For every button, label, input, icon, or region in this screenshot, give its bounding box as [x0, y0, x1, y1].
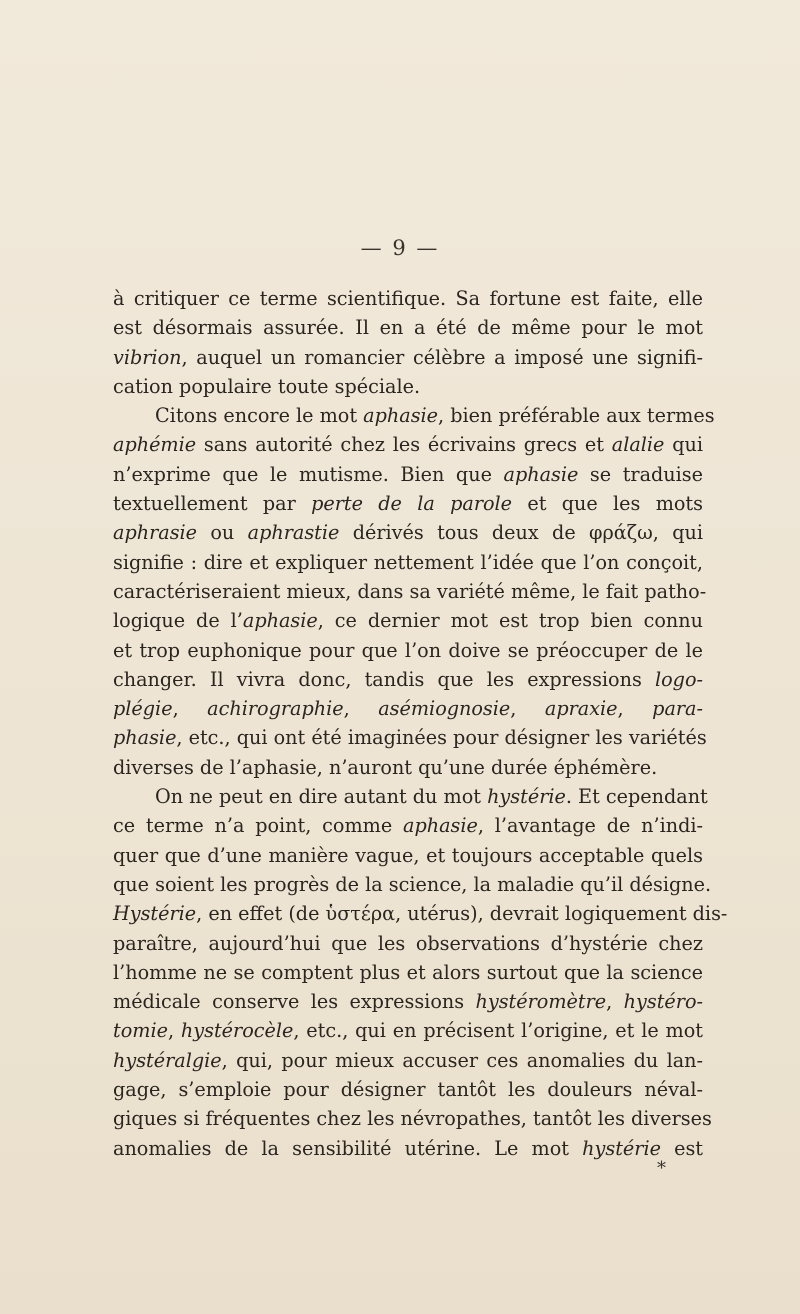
text-run: n’exprime que le mutisme. Bien que [113, 462, 504, 486]
italic-term: asémiognosie [378, 697, 511, 721]
text-line [113, 958, 703, 987]
italic-term: hystérie [582, 1136, 661, 1160]
text-run: paraître, aujourd’hui que les observations d’hystérie chez [113, 931, 703, 955]
text-run: , etc., qui en précisent l’origine, et le mot [293, 1019, 703, 1043]
text-run: . Et cependant [565, 785, 708, 809]
italic-term: aphasie [503, 462, 579, 486]
italic-term: aphasie [363, 404, 439, 428]
italic-term: hystéralgie [113, 1048, 222, 1072]
text-run: , [172, 697, 208, 721]
body-text [113, 284, 728, 1163]
text-line [113, 343, 703, 372]
italic-term: aphrastie [247, 521, 340, 545]
text-line [113, 577, 707, 606]
text-line [113, 841, 703, 870]
italic-term: perte de la parole [311, 492, 513, 516]
greek-word: ὑστέρα [325, 902, 396, 926]
italic-term: phasie [113, 726, 177, 750]
text-run: est [660, 1136, 704, 1160]
italic-term: para- [652, 697, 703, 721]
text-line [113, 401, 715, 430]
text-line [113, 1104, 712, 1133]
italic-term: hystérocèle [180, 1019, 294, 1043]
text-run: diverses de l’aphasie, n’auront qu’une durée éphémère. [113, 755, 658, 779]
text-run: se traduise [578, 462, 703, 486]
page-number: — 9 — [360, 236, 440, 260]
text-run: médicale conserve les expressions [113, 990, 476, 1014]
italic-term: aphrasie [113, 521, 198, 545]
text-run: qui [664, 433, 703, 457]
greek-word: φράζω [589, 521, 653, 545]
text-line [113, 694, 703, 723]
text-run: à critiquer ce terme scientifique. Sa fortune est faite, elle [113, 287, 703, 310]
italic-term: aphasie [242, 609, 318, 633]
text-line [113, 870, 712, 899]
text-run: , etc., qui ont été imaginées pour désigner les variétés [176, 726, 707, 750]
text-line [113, 460, 703, 489]
text-run: , ce dernier mot est trop bien connu [317, 609, 703, 633]
text-line [113, 1075, 703, 1104]
text-run: giques si fréquentes chez les névropathes, tantôt les diverses [113, 1107, 712, 1131]
text-line [113, 430, 703, 459]
italic-term: logo- [654, 667, 703, 691]
italic-term: tomie [113, 1019, 168, 1043]
text-run: , qui [652, 521, 703, 545]
italic-term: aphémie [113, 433, 197, 457]
text-run: , [617, 697, 653, 721]
text-run: , utérus), devrait logiquement dis- [395, 902, 728, 926]
text-line [113, 782, 708, 811]
italic-term: Hystérie [113, 902, 197, 926]
text-run: anomalies de la sensibilité utérine. Le mot [113, 1136, 583, 1160]
text-run: , qui, pour mieux accuser ces anomalies du lan- [221, 1048, 703, 1072]
italic-term: alalie [611, 433, 665, 457]
text-run: , [167, 1019, 181, 1043]
text-line [113, 636, 703, 665]
text-run: , auquel un romancier célèbre a imposé une signifi- [181, 345, 703, 369]
text-run: , [606, 990, 624, 1014]
italic-term: vibrion [113, 345, 182, 369]
text-line [113, 313, 703, 342]
text-line [113, 606, 703, 635]
text-line [113, 987, 703, 1016]
italic-term: hystéromètre [475, 990, 607, 1014]
text-run: que soient les progrès de la science, la maladie qu’il désigne. [113, 872, 712, 896]
text-run: textuellement par [113, 492, 312, 516]
text-line [113, 811, 703, 840]
text-run: gage, s’emploie pour désigner tantôt les douleurs néval- [113, 1078, 703, 1102]
text-run: logique de l’ [113, 609, 243, 633]
text-run: , [510, 697, 545, 721]
text-line [113, 723, 707, 752]
text-run: signifie : dire et expliquer nettement l’idée que l’on conçoit, [113, 550, 703, 574]
text-line [113, 1046, 703, 1075]
footnote-mark: * [657, 1158, 666, 1179]
italic-term: hystéro- [623, 990, 703, 1014]
text-line [113, 284, 703, 313]
text-run: et trop euphonique pour que l’on doive se préoccuper de le [113, 638, 703, 662]
text-run: changer. Il vivra donc, tandis que les expressions [113, 667, 655, 691]
text-run: ou [197, 521, 248, 545]
text-line [113, 489, 703, 518]
italic-term: plégie [113, 697, 173, 721]
italic-term: apraxie [544, 697, 618, 721]
italic-term: aphasie [403, 814, 478, 838]
text-run: sans autorité chez les écrivains grecs et [196, 433, 612, 457]
text-run: l’homme ne se comptent plus et alors surtout que la science [113, 960, 703, 984]
text-run: et que les mots [512, 492, 703, 516]
text-run: , bien préférable aux termes [438, 404, 715, 428]
text-run: Citons encore le mot [155, 404, 364, 428]
text-run: , l’avantage de n’indi- [477, 814, 703, 838]
italic-term: achirographie [207, 697, 344, 721]
text-run: dérivés tous deux de [339, 521, 590, 545]
text-line [113, 548, 703, 577]
text-line [113, 518, 703, 547]
text-line [113, 1016, 703, 1045]
text-run: On ne peut en dire autant du mot [155, 785, 488, 809]
text-run: , [343, 697, 379, 721]
text-run: cation populaire toute spéciale. [113, 374, 421, 398]
text-run: , en effet (de [196, 902, 326, 926]
text-run: caractériseraient mieux, dans sa variété même, le fait patho- [113, 579, 707, 603]
text-line [113, 899, 728, 928]
text-line [113, 929, 703, 958]
text-line [113, 665, 703, 694]
text-run: est désormais assurée. Il en a été de même pour le mot [113, 316, 703, 340]
text-line [113, 1134, 703, 1163]
text-run: quer que d’une manière vague, et toujours acceptable quels [113, 843, 703, 867]
text-line [113, 753, 703, 782]
text-line [113, 372, 703, 401]
text-run: ce terme n’a point, comme [113, 814, 404, 838]
italic-term: hystérie [487, 785, 566, 809]
